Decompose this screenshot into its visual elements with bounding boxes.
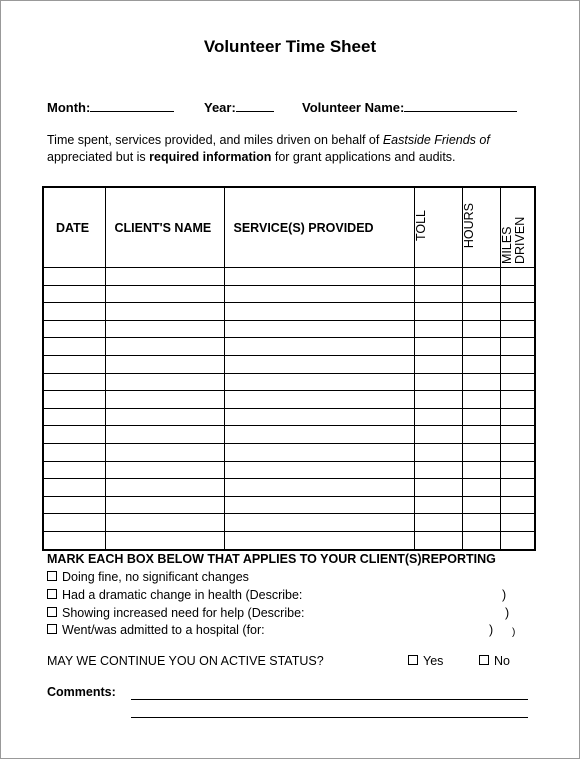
table-cell[interactable] — [462, 320, 500, 338]
comments-label: Comments: — [47, 685, 116, 699]
table-cell[interactable] — [414, 303, 462, 321]
option-increased-need[interactable]: Showing increased need for help (Describe: — [47, 606, 547, 620]
option-health-change[interactable]: Had a dramatic change in health (Describe: — [47, 588, 547, 602]
table-cell[interactable] — [43, 496, 105, 514]
table-cell[interactable] — [105, 391, 224, 409]
table-cell[interactable] — [224, 285, 414, 303]
table-cell[interactable] — [414, 285, 462, 303]
checkbox[interactable] — [47, 571, 57, 581]
col-header-services: SERVICE(S) PROVIDED — [224, 187, 414, 268]
year-field[interactable] — [204, 99, 274, 115]
table-cell[interactable] — [462, 514, 500, 532]
table-row — [43, 479, 535, 497]
table-cell[interactable] — [414, 355, 462, 373]
checkbox[interactable] — [47, 589, 57, 599]
table-cell[interactable] — [500, 303, 535, 321]
table-row — [43, 514, 535, 532]
page-corner-mark: ) — [512, 627, 516, 638]
table-cell[interactable] — [500, 496, 535, 514]
no-checkbox[interactable] — [479, 655, 489, 665]
table-cell[interactable] — [43, 303, 105, 321]
table-row — [43, 355, 535, 373]
table-cell[interactable] — [462, 408, 500, 426]
table-cell[interactable] — [414, 479, 462, 497]
status-section-heading: MARK EACH BOX BELOW THAT APPLIES TO YOUR CLIENT(S)REPORTING — [47, 552, 496, 566]
comments-line-1[interactable] — [131, 699, 528, 700]
table-cell[interactable] — [462, 285, 500, 303]
table-cell[interactable] — [43, 531, 105, 549]
table-cell[interactable] — [500, 479, 535, 497]
table-cell[interactable] — [414, 391, 462, 409]
table-cell[interactable] — [224, 320, 414, 338]
table-cell[interactable] — [414, 531, 462, 549]
table-cell[interactable] — [43, 285, 105, 303]
table-cell[interactable] — [414, 426, 462, 444]
table-cell[interactable] — [105, 303, 224, 321]
table-cell[interactable] — [224, 391, 414, 409]
table-cell[interactable] — [43, 338, 105, 356]
table-row — [43, 373, 535, 391]
table-cell[interactable] — [462, 461, 500, 479]
table-cell[interactable] — [43, 320, 105, 338]
table-cell[interactable] — [414, 268, 462, 286]
intro-line-1: Time spent, services provided, and miles driven on behalf of Eastside Friends of — [47, 133, 490, 147]
table-row — [43, 391, 535, 409]
table-cell[interactable] — [500, 355, 535, 373]
table-cell[interactable] — [105, 461, 224, 479]
table-cell[interactable] — [500, 461, 535, 479]
table-cell[interactable] — [224, 408, 414, 426]
table-cell[interactable] — [105, 443, 224, 461]
table-cell[interactable] — [43, 391, 105, 409]
table-cell[interactable] — [462, 355, 500, 373]
month-label: Month: — [47, 100, 91, 115]
year-input-line[interactable] — [236, 99, 274, 112]
table-cell[interactable] — [105, 338, 224, 356]
table-cell[interactable] — [414, 338, 462, 356]
table-cell[interactable] — [414, 443, 462, 461]
volunteer-name-field[interactable] — [302, 99, 517, 115]
table-cell[interactable] — [105, 479, 224, 497]
table-cell[interactable] — [500, 531, 535, 549]
table-row — [43, 303, 535, 321]
table-cell[interactable] — [43, 355, 105, 373]
option-doing-fine[interactable]: Doing fine, no significant changes — [47, 570, 547, 584]
close-paren: ) — [502, 588, 507, 602]
table-cell[interactable] — [500, 338, 535, 356]
continue-question: MAY WE CONTINUE YOU ON ACTIVE STATUS? — [47, 654, 324, 668]
yes-option[interactable]: Yes — [408, 654, 468, 668]
table-cell[interactable] — [105, 426, 224, 444]
table-cell[interactable] — [462, 479, 500, 497]
table-cell[interactable] — [462, 373, 500, 391]
table-cell[interactable] — [224, 303, 414, 321]
table-cell[interactable] — [224, 338, 414, 356]
table-row — [43, 338, 535, 356]
table-cell[interactable] — [462, 268, 500, 286]
volunteer-name-input-line[interactable] — [404, 99, 517, 112]
table-cell[interactable] — [414, 496, 462, 514]
table-row — [43, 285, 535, 303]
table-row — [43, 320, 535, 338]
table-cell[interactable] — [43, 408, 105, 426]
table-cell[interactable] — [500, 373, 535, 391]
close-paren: ) — [489, 623, 494, 637]
checkbox[interactable] — [47, 607, 57, 617]
table-cell[interactable] — [43, 461, 105, 479]
table-cell[interactable] — [105, 373, 224, 391]
table-cell[interactable] — [462, 303, 500, 321]
table-row — [43, 408, 535, 426]
table-cell[interactable] — [414, 408, 462, 426]
month-input-line[interactable] — [90, 99, 174, 112]
month-field[interactable] — [47, 99, 174, 115]
table-cell[interactable] — [224, 514, 414, 532]
year-label: Year: — [204, 100, 236, 115]
table-cell[interactable] — [224, 479, 414, 497]
col-header-hours: HOURS — [462, 187, 500, 268]
table-cell[interactable] — [414, 320, 462, 338]
col-header-date: DATE — [43, 187, 105, 268]
option-hospital[interactable]: Went/was admitted to a hospital (for: — [47, 623, 547, 637]
table-cell[interactable] — [500, 514, 535, 532]
table-cell[interactable] — [224, 373, 414, 391]
table-cell[interactable] — [500, 268, 535, 286]
table-cell[interactable] — [224, 531, 414, 549]
table-cell[interactable] — [462, 426, 500, 444]
comments-line-2[interactable] — [131, 717, 528, 718]
table-cell[interactable] — [500, 320, 535, 338]
table-cell[interactable] — [500, 443, 535, 461]
table-row — [43, 268, 535, 286]
table-cell[interactable] — [105, 320, 224, 338]
col-header-client-name: CLIENT'S NAME — [105, 187, 224, 268]
table-row — [43, 426, 535, 444]
table-cell[interactable] — [43, 479, 105, 497]
table-cell[interactable] — [224, 496, 414, 514]
time-sheet-table — [42, 186, 536, 551]
table-cell[interactable] — [224, 268, 414, 286]
table-cell[interactable] — [105, 285, 224, 303]
table-cell[interactable] — [462, 531, 500, 549]
table-cell[interactable] — [500, 391, 535, 409]
table-cell[interactable] — [224, 461, 414, 479]
required-info: required information — [149, 150, 272, 164]
volunteer-name-label: Volunteer Name: — [302, 100, 405, 115]
table-cell[interactable] — [43, 443, 105, 461]
table-cell[interactable] — [105, 531, 224, 549]
close-paren: ) — [505, 606, 510, 620]
col-header-toll: TOLL — [414, 187, 462, 268]
table-cell[interactable] — [462, 496, 500, 514]
table-cell[interactable] — [224, 443, 414, 461]
table-cell[interactable] — [105, 496, 224, 514]
table-cell[interactable] — [500, 426, 535, 444]
table-row — [43, 531, 535, 549]
page-title: Volunteer Time Sheet — [203, 37, 377, 56]
table-cell[interactable] — [500, 285, 535, 303]
table-row — [43, 461, 535, 479]
table-row — [43, 443, 535, 461]
table-cell[interactable] — [224, 426, 414, 444]
table-row — [43, 496, 535, 514]
table-cell[interactable] — [462, 443, 500, 461]
table-header-row — [43, 187, 535, 268]
table-cell[interactable] — [105, 408, 224, 426]
table-cell[interactable] — [105, 355, 224, 373]
table-cell[interactable] — [462, 391, 500, 409]
no-option[interactable]: No — [479, 654, 539, 668]
table-cell[interactable] — [224, 355, 414, 373]
table-cell[interactable] — [43, 514, 105, 532]
table-cell[interactable] — [43, 373, 105, 391]
table-cell[interactable] — [414, 514, 462, 532]
intro-text — [47, 132, 567, 166]
table-cell[interactable] — [43, 268, 105, 286]
checkbox[interactable] — [47, 624, 57, 634]
intro-line-2: appreciated but is required information for grant applications and audits. — [47, 150, 456, 164]
table-cell[interactable] — [414, 461, 462, 479]
table-cell[interactable] — [462, 338, 500, 356]
table-cell[interactable] — [105, 514, 224, 532]
org-name: Eastside Friends of — [382, 133, 490, 147]
table-cell[interactable] — [105, 268, 224, 286]
yes-checkbox[interactable] — [408, 655, 418, 665]
table-cell[interactable] — [500, 408, 535, 426]
col-header-miles: MILES DRIVEN — [500, 187, 535, 268]
table-cell[interactable] — [43, 426, 105, 444]
table-cell[interactable] — [414, 373, 462, 391]
